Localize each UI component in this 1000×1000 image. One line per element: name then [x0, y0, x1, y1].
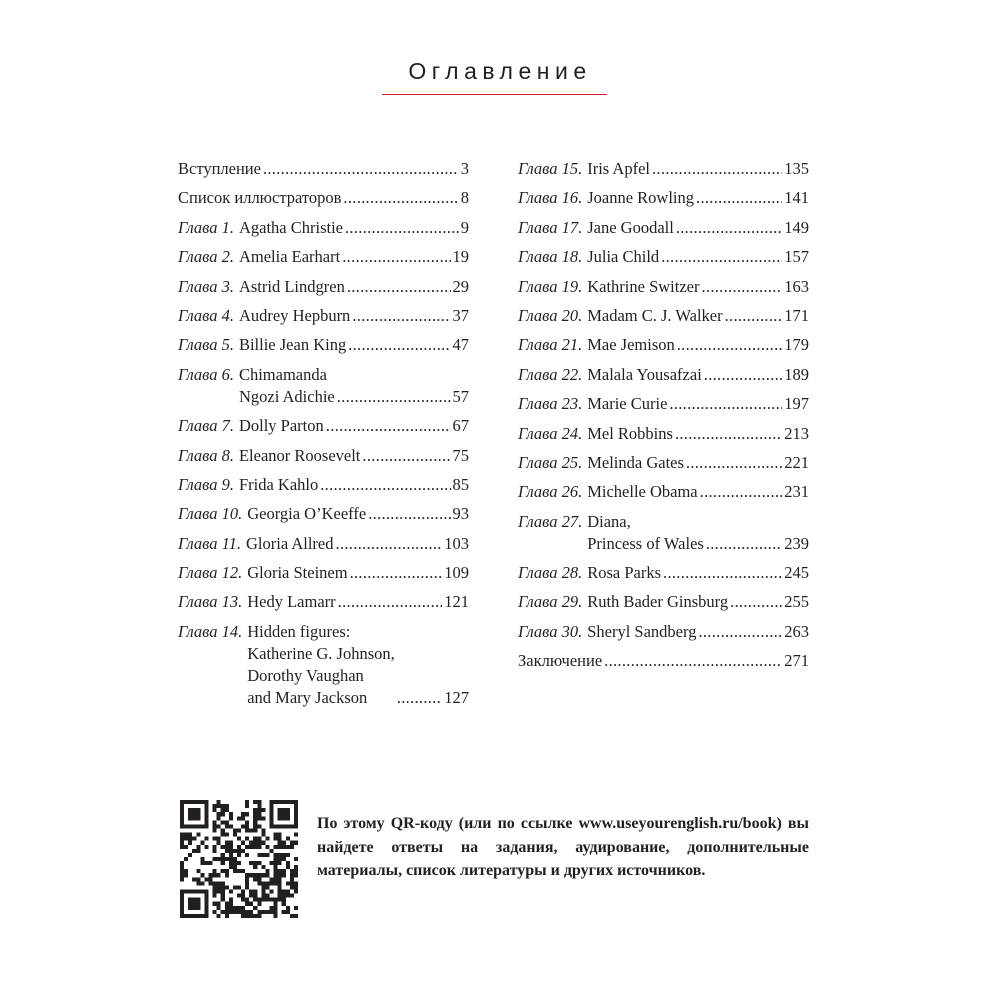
dot-leader [337, 386, 451, 408]
page-number: 179 [784, 335, 809, 355]
chapter-title-line: Agatha Christie [238, 217, 343, 237]
dot-leader [397, 687, 442, 709]
chapter-title-line: Hidden figures: [247, 621, 351, 641]
toc-entry[interactable] [518, 187, 809, 209]
chapter-label: Глава 8. [178, 445, 234, 465]
toc-entry[interactable] [518, 511, 809, 555]
chapter-label: Глава 20. [518, 305, 583, 325]
page-number: 47 [452, 335, 469, 355]
chapter-label: Глава 15. [518, 159, 583, 178]
dot-leader [338, 591, 443, 613]
chapter-title-line: Malala Yousafzai [587, 364, 702, 384]
dot-leader [343, 187, 458, 209]
page-number: 8 [460, 188, 469, 208]
chapter-label: Глава 3. [178, 276, 234, 296]
chapter-title-line: Iris Apfel [587, 159, 650, 178]
dot-leader [336, 533, 443, 555]
page-number: 245 [784, 563, 809, 583]
dot-leader [604, 650, 782, 672]
page-number: 263 [784, 621, 809, 641]
page-number: 239 [784, 533, 809, 553]
dot-leader [730, 591, 782, 613]
chapter-label: Глава 11. [178, 533, 241, 553]
chapter-title-line: Ngozi Adichie [238, 386, 335, 406]
toc-entry[interactable] [178, 305, 469, 327]
chapter-title [587, 246, 659, 268]
chapter-label: Глава 21. [518, 335, 583, 355]
page-number: 85 [452, 474, 469, 494]
toc-entry[interactable] [518, 393, 809, 415]
chapter-title [587, 393, 667, 415]
chapter-label: Глава 10. [178, 504, 243, 524]
page-number: 121 [444, 592, 469, 612]
page-number: 3 [460, 159, 469, 178]
chapter-title-line: Gloria Steinem [247, 563, 348, 583]
chapter-label: Глава 23. [518, 394, 583, 414]
chapter-title [518, 650, 602, 672]
chapter-title [239, 334, 346, 356]
chapter-title-line: Chimamanda [238, 364, 327, 384]
chapter-title [239, 415, 324, 437]
toc-entry[interactable] [518, 591, 809, 613]
chapter-title [587, 423, 673, 445]
chapter-title [587, 452, 684, 474]
page-number: 109 [444, 563, 469, 583]
chapter-title-line: Marie Curie [587, 394, 668, 414]
page-number: 231 [784, 482, 809, 502]
chapter-title [587, 217, 674, 239]
chapter-title-line: Gloria Allred [245, 533, 334, 553]
toc-entry[interactable] [178, 334, 469, 356]
chapter-title [587, 334, 675, 356]
chapter-label: Глава 1. [178, 217, 234, 237]
chapter-title-line: Ruth Bader Ginsburg [587, 592, 729, 612]
toc-entry[interactable] [518, 364, 809, 386]
toc-entry[interactable] [178, 415, 469, 437]
toc-entry[interactable] [518, 246, 809, 268]
dot-leader [263, 158, 459, 180]
page-number: 157 [784, 247, 809, 267]
dot-leader [675, 423, 782, 445]
chapter-label: Глава 7. [178, 416, 234, 436]
toc-entry[interactable] [178, 474, 469, 496]
chapter-title-line: Melinda Gates [587, 452, 684, 472]
page-number: 271 [784, 651, 809, 671]
chapter-title [239, 217, 343, 239]
chapter-title [587, 511, 704, 555]
page-number: 19 [452, 247, 469, 267]
page-number: 213 [784, 423, 809, 443]
chapter-title-line: Madam C. J. Walker [587, 305, 723, 325]
qr-note: По этому QR-коду (или по ссылке www.useyourenglish.ru/book) вы найдете ответы на задания, аудирование, дополнительные материалы, список литературы и других источников. [317, 815, 809, 879]
toc-entry[interactable] [518, 452, 809, 474]
chapter-title-line: and Mary Jackson [247, 687, 368, 707]
dot-leader [326, 415, 451, 437]
dot-leader [345, 217, 459, 239]
chapter-title-line: Jane Goodall [587, 217, 674, 237]
chapter-title-line: Dolly Parton [238, 416, 324, 436]
toc-entry[interactable] [518, 276, 809, 298]
dot-leader [350, 562, 443, 584]
chapter-title [246, 533, 334, 555]
toc-entry[interactable] [178, 621, 469, 709]
toc-entry[interactable] [178, 533, 469, 555]
toc-entry[interactable] [178, 276, 469, 298]
chapter-title-line: Заключение [518, 651, 603, 671]
toc-entry[interactable] [518, 562, 809, 584]
toc-entry[interactable] [518, 423, 809, 445]
chapter-title [587, 187, 694, 209]
dot-leader [368, 503, 450, 525]
page-number: 9 [460, 217, 469, 237]
dot-leader [362, 445, 450, 467]
chapter-title-line: Astrid Lindgren [238, 276, 345, 296]
toc-entry[interactable] [518, 481, 809, 503]
chapter-title-line: Frida Kahlo [238, 474, 319, 494]
page-title: Оглавление [408, 58, 592, 84]
page-number: 163 [784, 276, 809, 296]
chapter-title-line: Princess of Wales [587, 533, 704, 553]
toc-entry[interactable] [178, 187, 469, 209]
chapter-title-line: Joanne Rowling [587, 188, 695, 208]
chapter-label: Глава 2. [178, 247, 234, 267]
chapter-title-line: Rosa Parks [587, 563, 662, 583]
chapter-title [587, 158, 650, 180]
chapter-title-line: Billie Jean King [238, 335, 347, 355]
chapter-title-line: Diana, [587, 511, 631, 531]
toc-entry[interactable] [178, 562, 469, 584]
chapter-label: Глава 4. [178, 305, 234, 325]
dot-leader [706, 533, 782, 555]
toc-entry[interactable] [178, 445, 469, 467]
chapter-label: Глава 6. [178, 364, 234, 384]
toc-entry[interactable] [518, 334, 809, 356]
chapter-title [247, 591, 335, 613]
toc-column-right [518, 158, 809, 680]
chapter-label: Глава 19. [518, 276, 583, 296]
page-number: 221 [784, 452, 809, 472]
page-number: 93 [452, 504, 469, 524]
chapter-label: Глава 28. [518, 563, 583, 583]
chapter-title [178, 187, 341, 209]
dot-leader [352, 305, 450, 327]
chapter-title-line: Michelle Obama [587, 482, 698, 502]
dot-leader [661, 246, 782, 268]
page-number: 29 [452, 276, 469, 296]
chapter-title [587, 364, 702, 386]
page-number: 135 [784, 159, 809, 178]
chapter-title [587, 481, 697, 503]
dot-leader [686, 452, 782, 474]
chapter-title [247, 562, 347, 584]
dot-leader [669, 393, 782, 415]
toc-entry[interactable] [178, 503, 469, 525]
toc-entry[interactable] [518, 217, 809, 239]
toc-entry[interactable] [178, 591, 469, 613]
chapter-label: Глава 22. [518, 364, 583, 384]
chapter-label: Глава 13. [178, 592, 243, 612]
chapter-title [239, 445, 360, 467]
chapter-title [239, 474, 318, 496]
toc-entry[interactable] [178, 246, 469, 268]
chapter-title-line: Amelia Earhart [238, 247, 341, 267]
dot-leader [704, 364, 782, 386]
toc-entry[interactable] [178, 364, 469, 408]
chapter-title [587, 621, 696, 643]
dot-leader [348, 334, 450, 356]
dot-leader [677, 334, 783, 356]
toc-entry[interactable] [518, 305, 809, 327]
chapter-title [239, 305, 350, 327]
chapter-title [587, 591, 728, 613]
chapter-title [587, 305, 722, 327]
page-number: 141 [784, 188, 809, 208]
dot-leader [320, 474, 450, 496]
toc-entry[interactable] [178, 217, 469, 239]
dot-leader [725, 305, 783, 327]
dot-leader [696, 187, 782, 209]
page-number: 67 [452, 416, 469, 436]
dot-leader [676, 217, 782, 239]
dot-leader [347, 276, 451, 298]
page-number: 75 [452, 445, 469, 465]
chapter-title-line: Kathrine Switzer [587, 276, 700, 296]
dot-leader [342, 246, 450, 268]
chapter-title-line: Audrey Hepburn [238, 305, 351, 325]
chapter-label: Глава 30. [518, 621, 583, 641]
page-number: 189 [784, 364, 809, 384]
chapter-title-line: Список иллюстраторов [178, 188, 342, 208]
chapter-title-line: Georgia O’Keeffe [247, 504, 367, 524]
chapter-title-line: Mel Robbins [587, 423, 673, 443]
chapter-title-line: Sheryl Sandberg [587, 621, 697, 641]
qr-code-icon[interactable] [180, 800, 298, 918]
page-number: 103 [444, 533, 469, 553]
dot-leader [663, 562, 782, 584]
chapter-title-line: Julia Child [587, 247, 660, 267]
chapter-label: Глава 5. [178, 335, 234, 355]
dot-leader [700, 481, 783, 503]
chapter-title [239, 246, 340, 268]
chapter-title [178, 158, 261, 180]
chapter-label: Глава 27. [518, 511, 583, 531]
chapter-title [247, 503, 366, 525]
page-number: 127 [444, 687, 469, 707]
page-number: 149 [784, 217, 809, 237]
chapter-label: Глава 16. [518, 188, 583, 208]
chapter-label: Глава 14. [178, 621, 243, 641]
chapter-title-line: Katherine G. Johnson, [247, 643, 395, 663]
chapter-title-line: Mae Jemison [587, 335, 675, 355]
toc-column-left [178, 158, 469, 716]
title-underline [382, 94, 607, 95]
page-number: 197 [784, 394, 809, 414]
dot-leader [652, 158, 782, 180]
chapter-title [587, 276, 699, 298]
chapter-label: Глава 17. [518, 217, 583, 237]
page-number: 57 [452, 386, 469, 406]
chapter-label: Глава 18. [518, 247, 583, 267]
chapter-label: Глава 12. [178, 563, 243, 583]
chapter-label: Глава 9. [178, 474, 234, 494]
toc-entry[interactable] [518, 158, 809, 180]
chapter-label: Глава 25. [518, 452, 583, 472]
chapter-label: Глава 24. [518, 423, 583, 443]
chapter-title-line: Hedy Lamarr [247, 592, 336, 612]
toc-entry[interactable] [178, 158, 469, 180]
page-number: 37 [452, 305, 469, 325]
chapter-title [239, 364, 335, 408]
chapter-title [587, 562, 661, 584]
toc-entry[interactable] [518, 650, 809, 672]
chapter-label: Глава 29. [518, 592, 583, 612]
chapter-title-line: Eleanor Roosevelt [238, 445, 361, 465]
chapter-title [239, 276, 345, 298]
dot-leader [701, 276, 782, 298]
chapter-title-line: Dorothy Vaughan [247, 665, 364, 685]
dot-leader [698, 621, 782, 643]
page-number: 171 [784, 305, 809, 325]
page-number: 255 [784, 592, 809, 612]
chapter-title-line: Вступление [178, 159, 261, 178]
chapter-title [247, 621, 395, 709]
chapter-label: Глава 26. [518, 482, 583, 502]
toc-entry[interactable] [518, 621, 809, 643]
